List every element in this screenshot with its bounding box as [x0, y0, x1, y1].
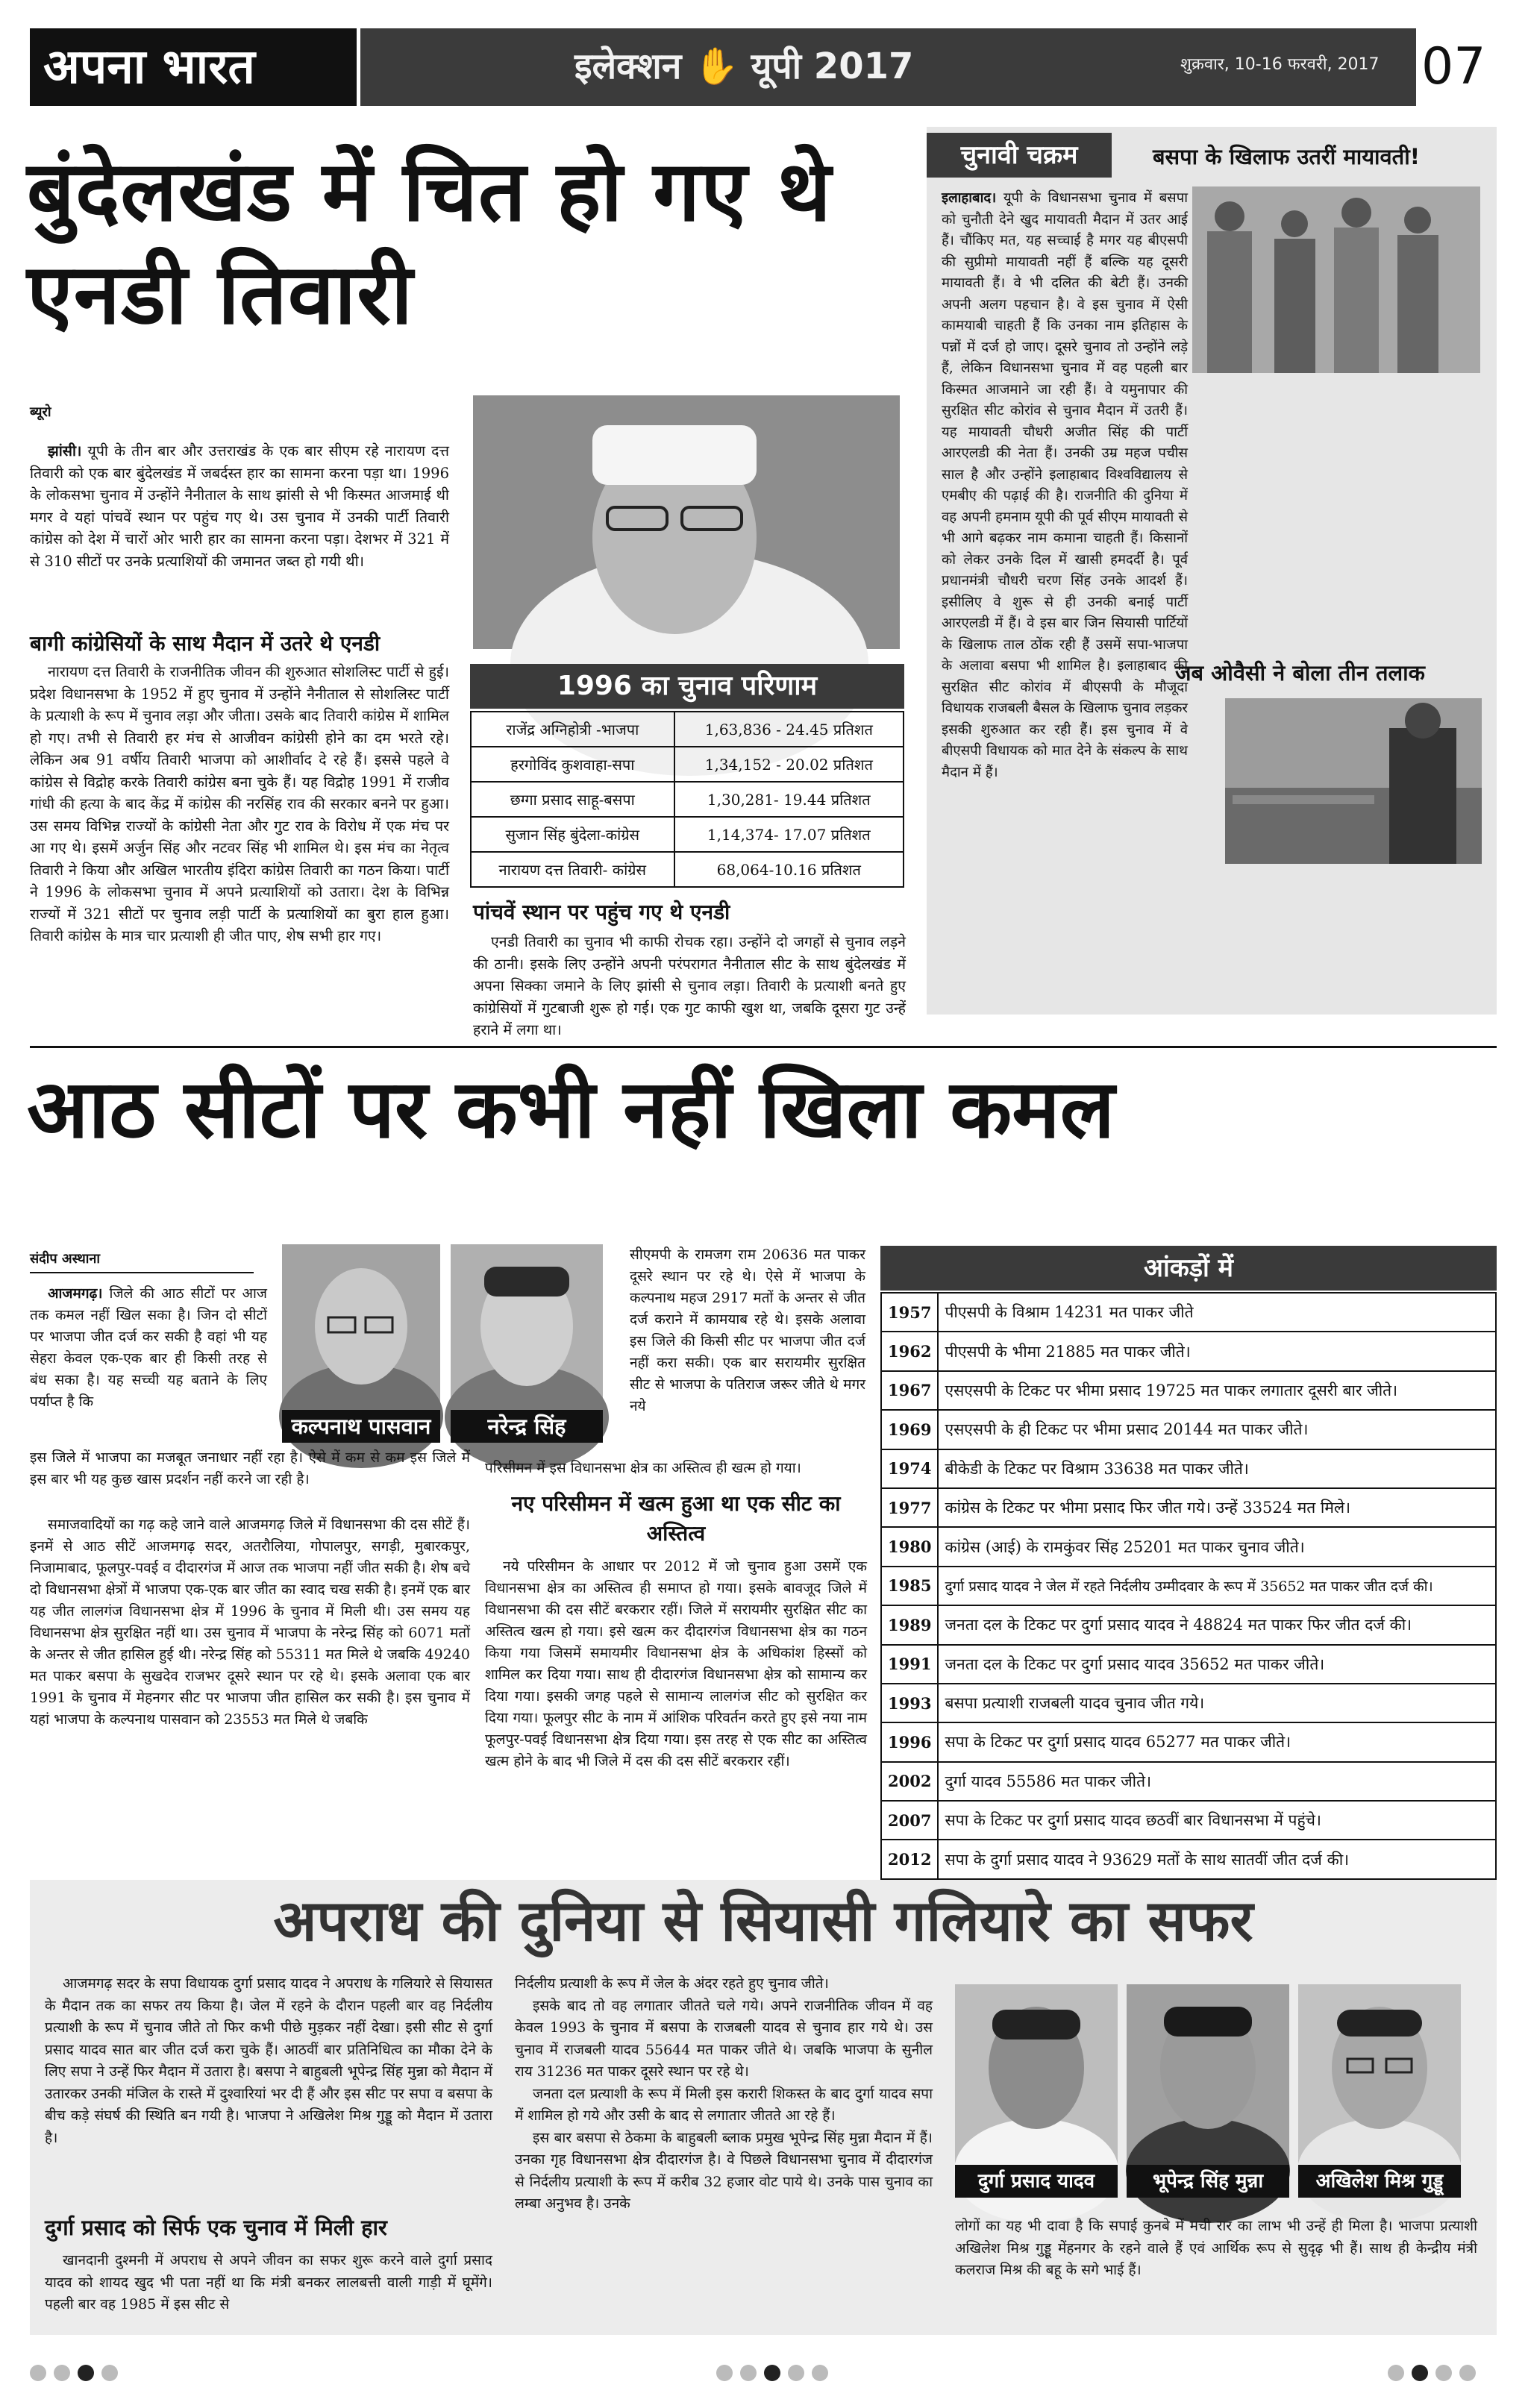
story1-body — [30, 661, 449, 1034]
candidate-votes: 1,63,836 - 24.45 प्रतिशत — [674, 712, 904, 747]
stat-year: 1962 — [881, 1332, 938, 1370]
stat-text: एसएसपी के टिकट पर भीमा प्रसाद 19725 मत पाकर लगातार दूसरी बार जीते। — [938, 1371, 1496, 1410]
stat-text: पीएसपी के भीमा 21885 मत पाकर जीते। — [938, 1332, 1496, 1370]
dateline: इलाहाबाद। — [942, 190, 997, 206]
stat-year: 1969 — [881, 1410, 938, 1449]
candidate-name: राजेंद्र अग्निहोत्री -भाजपा — [471, 712, 674, 747]
stat-text: दुर्गा यादव 55586 मत पाकर जीते। — [938, 1762, 1496, 1801]
stat-text: सपा के टिकट पर दुर्गा प्रसाद यादव छठवीं बार विधानसभा में पहुंचे। — [938, 1801, 1496, 1840]
stat-year: 2002 — [881, 1762, 938, 1801]
story1-intro — [30, 440, 449, 604]
story2-intro-text: जिले की आठ सीटों पर आज तक कमल नहीं खिल सका है। जिन दो सीटों पर भाजपा जीत दर्ज कर सकी है वहां भी यह सेहरा केवल एक-एक बार ही किसी तरह से बंध सका है। यह सच्ची यह बताने के लिए पर्याप्त है कि — [30, 1285, 267, 1410]
mayawati-text-narrow — [942, 188, 1188, 780]
section-divider — [30, 1046, 1497, 1048]
byline: ब्यूरो — [30, 404, 51, 420]
stat-text: कांग्रेस के टिकट पर भीमा प्रसाद फिर जीत गये। उन्हें 33524 मत मिले। — [938, 1488, 1496, 1527]
stat-year: 2012 — [881, 1840, 938, 1878]
table-row — [881, 1371, 1496, 1410]
stat-year: 1980 — [881, 1527, 938, 1566]
story2-body — [30, 1514, 470, 1865]
headline-kamal: आठ सीटों पर कभी नहीं खिला कमल — [27, 1063, 1115, 1156]
footer-dots-left — [30, 2365, 125, 2384]
dateline: आजमगढ़। — [48, 1285, 103, 1302]
stat-text: जनता दल के टिकट पर दुर्गा प्रसाद यादव 35652 मत पाकर जीते। — [938, 1645, 1496, 1684]
mayawati-headline: बसपा के खिलाफ उतरीं मायावती! — [1153, 144, 1420, 169]
story2-intro-cont — [30, 1447, 470, 1513]
issue-date: शुक्रवार, 10-16 फरवरी, 2017 — [1180, 55, 1380, 74]
candidate-name: नारायण दत्त तिवारी- कांग्रेस — [471, 852, 674, 887]
subhead-haar: दुर्गा प्रसाद को सिर्फ एक चुनाव में मिली हार — [45, 2215, 387, 2240]
story3-col1b — [45, 2250, 492, 2317]
headline-apradh: अपराध की दुनिया से सियासी गलियारे का सफर — [273, 1887, 1253, 1954]
stat-text: सपा के दुर्गा प्रसाद यादव ने 93629 मतों के साथ सातवीं जीत दर्ज की। — [938, 1840, 1496, 1878]
stat-year: 1993 — [881, 1684, 938, 1722]
footer-dots-center — [716, 2365, 836, 2384]
photo-caption: कल्पनाथ पासवान — [282, 1410, 440, 1443]
story1-result-paragraph: एनडी तिवारी का चुनाव भी काफी रोचक रहा। उन्होंने दो जगहों से चुनाव लड़ने की ठानी। इसके लिए उन्होंने अपनी परंपरागत नैनीताल सीट के साथ बुंदेलखंड में अपना सिक्का जमाने के लिए झांसी से चुनाव लड़ा। तिवारी के प्रत्याशी बनते हुए कांग्रेसियों में गुटबाजी शुरू हो गई। एक गुट काफी खुश था, जबकि दूसरा गुट उन्हें हराने में लगा था। — [473, 933, 906, 1038]
table-row — [881, 1449, 1496, 1488]
candidate-name: छग्गा प्रसाद साहू-बसपा — [471, 782, 674, 817]
table-row — [881, 1488, 1496, 1527]
story3-col2-p3: जनता दल प्रत्याशी के रूप में मिली इस करारी शिकस्त के बाद दुर्गा यादव सपा में शामिल हो गये और उसी के बाद से लगातार जीतते आ रहे हैं। — [515, 2085, 933, 2124]
candidate-name: सुजान सिंह बुंदेला-कांग्रेस — [471, 817, 674, 852]
chunaavi-label: चुनावी चक्रम — [927, 133, 1112, 178]
stat-text: बीकेडी के टिकट पर विश्राम 33638 मत पाकर जीते। — [938, 1449, 1496, 1488]
table-row — [881, 1645, 1496, 1684]
results-table — [470, 711, 904, 888]
story3-col1b-text: खानदानी दुश्मनी में अपराध से अपने जीवन का सफर शुरू करने वाले दुर्गा प्रसाद यादव को शायद खुद भी पता नहीं था कि मंत्री बनकर लालबत्ती वाली गाड़ी में घूमेंगे। पहली बार वह 1985 में इस सीट से — [45, 2252, 492, 2313]
photo-caption: नरेन्द्र सिंह — [451, 1410, 603, 1443]
stat-year: 1977 — [881, 1488, 938, 1527]
byline-rule — [30, 1272, 254, 1273]
stat-text: जनता दल के टिकट पर दुर्गा प्रसाद यादव ने 48824 मत पाकर फिर जीत दर्ज की। — [938, 1605, 1496, 1644]
stat-year: 1996 — [881, 1722, 938, 1761]
narendra-photo — [451, 1244, 603, 1408]
story2-col2-top — [630, 1244, 865, 1447]
story2-col2-cont — [485, 1458, 867, 1483]
story3-col3-text: लोगों का यह भी दावा है कि सपाई कुनबे में मची रार का लाभ भी उन्हें ही मिला है। भाजपा प्रत्याशी अखिलेश मिश्र गुड्डू मेंहनगर के रहने वाले हैं एवं आर्थिक रूप से सुदृढ़ भी हैं। साथ ही केन्द्रीय मंत्री कलराज मिश्र की बहू के सगे भाई हैं। — [955, 2218, 1477, 2278]
munna-photo — [1127, 1984, 1289, 2163]
story3-col1 — [45, 1973, 492, 2219]
story2-intro-cont-text: इस जिले में भाजपा का मजबूत जनाधार नहीं रहा है। ऐसे में कम से कम इस जिले में इस बार भी यह कुछ खास प्रदर्शन नहीं करने जा रही है। — [30, 1449, 470, 1487]
owaisi-headline: जब ओवैसी ने बोला तीन तलाक — [1175, 660, 1425, 686]
candidate-votes: 1,34,152 - 20.02 प्रतिशत — [674, 747, 904, 782]
subhead-parisiman: नए परिसीमन में खत्म हुआ था एक सीट का अस्तित्व — [511, 1491, 841, 1546]
table-row — [881, 1684, 1496, 1722]
candidate-votes: 1,14,374- 17.07 प्रतिशत — [674, 817, 904, 852]
section-title: इलेक्शन ✋ यूपी 2017 — [574, 46, 914, 87]
story2-col2-cont-text: परिसीमन में इस विधानसभा क्षेत्र का अस्तित्व ही खत्म हो गया। — [485, 1460, 801, 1476]
story2-intro — [30, 1283, 267, 1447]
stat-year: 1991 — [881, 1645, 938, 1684]
mayawati-photo — [1192, 186, 1480, 373]
story2-body-text: समाजवादियों का गढ़ कहे जाने वाले आजमगढ़ जिले में विधानसभा की दस सीटें हैं। इनमें से आठ सीटें आजमगढ़ सदर, अतरौलिया, गोपालपुर, सगड़ी, मुबारकपुर, निजामाबाद, फूलपुर-पवई व दीदारगंज में आज तक भाजपा नहीं जीत सकी है। शेष बचे दो विधानसभा क्षेत्रों में भाजपा एक-एक बार जीत का स्वाद चख सकी है। इनमें एक बार यह जीत लालगंज विधानसभा क्षेत्र में 1996 के चुनाव में मिली थी। उस समय यह विधानसभा क्षेत्र सुरक्षित नहीं था। उस चुनाव में भाजपा के नरेन्द्र सिंह को 6071 मतों के अन्तर से जीत हासिल हुई थी। नरेन्द्र सिंह को 55311 मत मिले थे जबकि 49240 मत पाकर बसपा के सुखदेव राजभर दूसरे स्थान पर रहे थे। इसके अलावा एक बार 1991 के चुनाव में मेहनगर सीट पर भाजपा जीत हासिल कर सकी है। इस चुनाव में यहां भाजपा के कल्पनाथ पासवान को 23553 मत मिले थे जबकि — [30, 1517, 470, 1728]
stat-year: 1957 — [881, 1293, 938, 1332]
story2-parisiman-text: नये परिसीमन के आधार पर 2012 में जो चुनाव हुआ उसमें एक विधानसभा क्षेत्र का अस्तित्व ही समाप्त हो गया। इसके बावजूद जिले में विधानसभा की दस सीटें बरकरार रहीं। जिले में सरायमीर सुरक्षित सीट का अस्तित्व खत्म हो गया। इसे खत्म कर दीदारगंज विधानसभा क्षेत्र का गठन किया गया जिसमें समायमीर विधानसभा क्षेत्र के अधिकांश हिस्सों को शामिल कर दिया गया। साथ ही दीदारगंज विधानसभा क्षेत्र को सामान्य कर दिया गया। इसकी जगह पहले से सामान्य लालगंज सीट को सुरक्षित कर दिया गया। फूलपुर सीट के नाम में आंशिक परिवर्तन करते हुए इसे नया नाम फूलपुर-पवई विधानसभा क्षेत्र दिया गया। इस तरह से एक सीट का अस्तित्व खत्म होने के बाद भी जिले में दस की दस सीटें बरकरार रहीं। — [485, 1558, 867, 1769]
stat-text: पीएसपी के विश्राम 14231 मत पाकर जीते — [938, 1293, 1496, 1332]
stat-year: 1985 — [881, 1567, 938, 1605]
photo-caption: भूपेन्द्र सिंह मुन्ना — [1127, 2165, 1289, 2198]
story2-col2-top-text: सीएमपी के रामजग राम 20636 मत पाकर दूसरे स्थान पर रहे थे। ऐसे में भाजपा के कल्पनाथ महज 2917 मतों के अन्तर से जीत दर्ज कराने में कामयाब रहे थे। इसके अलावा इस जिले की किसी सीट पर भाजपा जीत दर्ज नहीं करा सकी। एक बार सरायमीर सुरक्षित सीट से भाजपा के पतिराज जरूर जीते थे मगर नये — [630, 1247, 865, 1414]
candidate-votes: 68,064-10.16 प्रतिशत — [674, 852, 904, 887]
candidate-name: हरगोविंद कुशवाहा-सपा — [471, 747, 674, 782]
story3-col2-p2: इसके बाद तो वह लगातार जीतते चले गये। अपने राजनीतिक जीवन में वह केवल 1993 के चुनाव में बसपा के राजबली यादव से चुनाव हार गये थे। उस चुनाव में राजबली यादव 55644 मत पाकर जीते थे। जबकि भाजपा के सुनील राय 31236 मत पाकर दूसरे स्थान पर रहे थे। — [515, 1997, 933, 2080]
akhilesh-mishra-photo — [1298, 1984, 1461, 2163]
durga-photo — [955, 1984, 1118, 2163]
owaisi-photo — [1225, 698, 1482, 864]
story2-parisiman-body — [485, 1556, 867, 1862]
footer-dots-right — [1388, 2365, 1483, 2384]
subhead-panchve: पांचवें स्थान पर पहुंच गए थे एनडी — [473, 900, 730, 924]
mayawati-text: यूपी के विधानसभा चुनाव में बसपा को चुनौती देने खुद मायावती मैदान में उतर आई हैं। चौंकिए मत, यह सच्चाई है मगर यह बीएसपी की सुप्रीमो मायावती नहीं हैं बल्कि यह दूसरी मायावती हैं। वे भी दलित की बेटी हैं। उनकी अपनी अलग पहचान है। वे इस चुनाव में ऐसी कामयाबी चाहती हैं कि उनका नाम इतिहास के पन्नों में दर्ज हो जाए। दूसरे चुनाव तो उन्होंने लड़े हैं, लेकिन विधानसभा चुनाव में वह पहली बार किस्मत आजमाने जा रही हैं। वे यमुनापार की सुरक्षित सीट कोरांव से चुनाव मैदान में उतरी हैं। यह मायावती चौधरी अजीत सिंह की पार्टी आरएलडी की नेता हैं। उनकी उम्र महज पचीस साल है और उन्होंने इलाहाबाद विश्वविद्यालय से एमबीए की पढ़ाई की है। राजनीति की दुनिया में वह अपनी हमनाम यूपी की पूर्व सीएम मायावती से भी आगे बढ़कर नाम कमाना चाहती हैं। किसानों को लेकर उनके दिल में खासी हमदर्दी है। पूर्व प्रधानमंत्री चौधरी चरण सिंह उनके आदर्श हैं। इसीलिए वे शुरू से ही उनकी बनाई पार्टी आरएलडी में हैं। वे इस बार जिन सियासी पार्टियों के खिलाफ ताल ठोंक रही हैं उसमें सपा-भाजपा के अलावा बसपा भी शामिल है। इलाहाबाद की सुरक्षित सीट कोरांव में बीएसपी के मौजूदा विधायक राजबली बैसल के खिलाफ चुनाव लड़कर इसकी शुरुआत कर रही हैं। इस चुनाव में वे बीएसपी विधायक को मात देने के संकल्प के साथ मैदान में हैं। — [942, 190, 1188, 780]
table-row — [471, 712, 904, 747]
stats-table-title: आंकड़ों में — [880, 1246, 1497, 1291]
page-number: 07 — [1421, 37, 1486, 96]
stat-year: 1974 — [881, 1449, 938, 1488]
table-row — [471, 782, 904, 817]
candidate-votes: 1,30,281- 19.44 प्रतिशत — [674, 782, 904, 817]
stat-year: 1967 — [881, 1371, 938, 1410]
subhead-bagi: बागी कांग्रेसियों के साथ मैदान में उतरे थे एनडी — [30, 631, 381, 656]
stat-text: दुर्गा प्रसाद यादव ने जेल में रहते निर्दलीय उम्मीदवार के रूप में 35652 मत पाकर जीत दर्ज की। — [938, 1567, 1496, 1605]
results-table-title: 1996 का चुनाव परिणाम — [470, 664, 904, 709]
photo-caption: दुर्गा प्रसाद यादव — [955, 2165, 1118, 2198]
story3-col3 — [955, 2216, 1477, 2317]
story3-col2 — [515, 1973, 933, 2316]
dateline: झांसी। — [48, 442, 82, 460]
story3-col1-text: आजमगढ़ सदर के सपा विधायक दुर्गा प्रसाद यादव ने अपराध के गलियारे से सियासत के मैदान तक का सफर तय किया है। जेल में रहने के दौरान पहली बार वह निर्दलीय प्रत्याशी के रूप में चुनाव जीते तो फिर कभी पीछे मुड़कर नहीं देखा। इसी सीट से दुर्गा प्रसाद यादव सात बार जीत दर्ज करा चुके हैं। आठवीं बार प्रतिनिधित्व का मौका देने के लिए सपा ने उन्हें फिर मैदान में उतारा है। बसपा ने बाहुबली भूपेन्द्र सिंह मुन्ना को मैदान में उतारकर उनकी मंजिल के रास्ते में दुश्वारियां भर दी हैं और इस सीट पर सपा व बसपा के बीच कड़े संघर्ष की स्थिति बन गयी है। भाजपा ने अखिलेश मिश्र गुड्डू को मैदान में उतारा है। — [45, 1975, 492, 2146]
newspaper-logo: अपना भारत — [30, 28, 357, 106]
stat-year: 1989 — [881, 1605, 938, 1644]
table-row — [881, 1567, 1496, 1605]
table-row — [881, 1410, 1496, 1449]
table-row — [881, 1605, 1496, 1644]
story1-body-text: नारायण दत्त तिवारी के राजनीतिक जीवन की शुरुआत सोशलिस्ट पार्टी से हुई। प्रदेश विधानसभा के 1952 में हुए चुनाव में उन्होंने नैनीताल से सोशलिस्ट पार्टी के प्रत्याशी के रूप में चुनाव लड़ा और जीता। उसके बाद तिवारी कांग्रेस में शामिल हो गए। तभी से तिवारी हर मंच से आजीवन कांग्रेसी होने का दम भरते रहे। लेकिन अब 91 वर्षीय तिवारी भाजपा को आशीर्वाद दे रहे हैं। इससे पहले वे कांग्रेस से विद्रोह करके तिवारी कांग्रेस बना चुके हैं। यह विद्रोह 1991 में राजीव गांधी की हत्या के बाद केंद्र में कांग्रेस की नरसिंह राव की सरकार बनने पर हुआ। उस समय विभिन्न राज्यों के कांग्रेसी नेता और गुट राव के विरोध में एक मंच पर आ गए थे। इसमें अर्जुन सिंह और नटवर सिंह भी शामिल थे। इस मंच का नेतृत्व तिवारी ने किया और अखिल भारतीय इंदिरा कांग्रेस तिवारी का गठन किया। पार्टी ने 1996 के लोकसभा चुनाव में अपने प्रत्याशियों को उतारा। देश के विभिन्न राज्यों में 321 सीटों पर चुनाव लड़ी पार्टी के प्रत्याशियों का बुरा हाल हुआ। तिवारी कांग्रेस के मात्र चार प्रत्याशी ही जीत पाए, शेष सभी हार गए। — [30, 663, 449, 944]
table-row — [881, 1722, 1496, 1761]
kalpnath-photo — [282, 1244, 440, 1408]
stat-text: कांग्रेस (आई) के रामकुंवर सिंह 25201 मत पाकर चुनाव जीते। — [938, 1527, 1496, 1566]
story1-result-text — [473, 931, 906, 1043]
stat-text: सपा के टिकट पर दुर्गा प्रसाद यादव 65277 मत पाकर जीते। — [938, 1722, 1496, 1761]
stat-year: 2007 — [881, 1801, 938, 1840]
table-row — [881, 1762, 1496, 1801]
stats-table — [880, 1292, 1497, 1880]
table-row — [881, 1332, 1496, 1370]
table-row — [471, 747, 904, 782]
table-row — [471, 852, 904, 887]
story3-col2-p4: इस बार बसपा से ठेकमा के बाहुबली ब्लाक प्रमुख भूपेन्द्र सिंह मुन्ना मैदान में हैं। उनका गृह विधानसभा क्षेत्र दीदारगंज है। वे पिछले विधानसभा चुनाव में दीदारगंज से निर्दलीय प्रत्याशी के रूप में करीब 32 हजार वोट पाये थे। उनके पास चुनाव का लम्बा अनुभव है। उनके — [515, 2129, 933, 2212]
story1-intro-text: यूपी के तीन बार और उत्तराखंड के एक बार सीएम रहे नारायण दत्त तिवारी को एक बार बुंदेलखंड में जबर्दस्त हार का सामना करना पड़ा था। 1996 के लोकसभा चुनाव में उन्होंने नैनीताल के साथ झांसी से भी किस्मत आजमाई थी मगर वे यहां पांचवें स्थान पर पहुंच गए थे। उस चुनाव में उनकी पार्टी तिवारी कांग्रेस को देश में चारों ओर भारी हार का सामना करना पड़ा। देशभर में 321 में से 310 सीटों पर उनके प्रत्याशियों की जमानत जब्त हो गयी थी। — [30, 442, 449, 570]
photo-caption: अखिलेश मिश्र गुड्डू — [1298, 2165, 1461, 2198]
table-row — [471, 817, 904, 852]
table-row — [881, 1840, 1496, 1878]
headline-tiwari: बुंदेलखंड में चित हो गए थे एनडी तिवारी — [27, 143, 832, 343]
byline: संदीप अस्थाना — [30, 1251, 101, 1267]
story3-col2-p1: निर्दलीय प्रत्याशी के रूप में जेल के अंदर रहते हुए चुनाव जीते। — [515, 1975, 829, 1992]
table-row — [881, 1293, 1496, 1332]
stat-text: एसएसपी के ही टिकट पर भीमा प्रसाद 20144 मत पाकर जीते। — [938, 1410, 1496, 1449]
tiwari-photo — [473, 395, 900, 649]
stat-text: बसपा प्रत्याशी राजबली यादव चुनाव जीत गये। — [938, 1684, 1496, 1722]
table-row — [881, 1801, 1496, 1840]
table-row — [881, 1527, 1496, 1566]
